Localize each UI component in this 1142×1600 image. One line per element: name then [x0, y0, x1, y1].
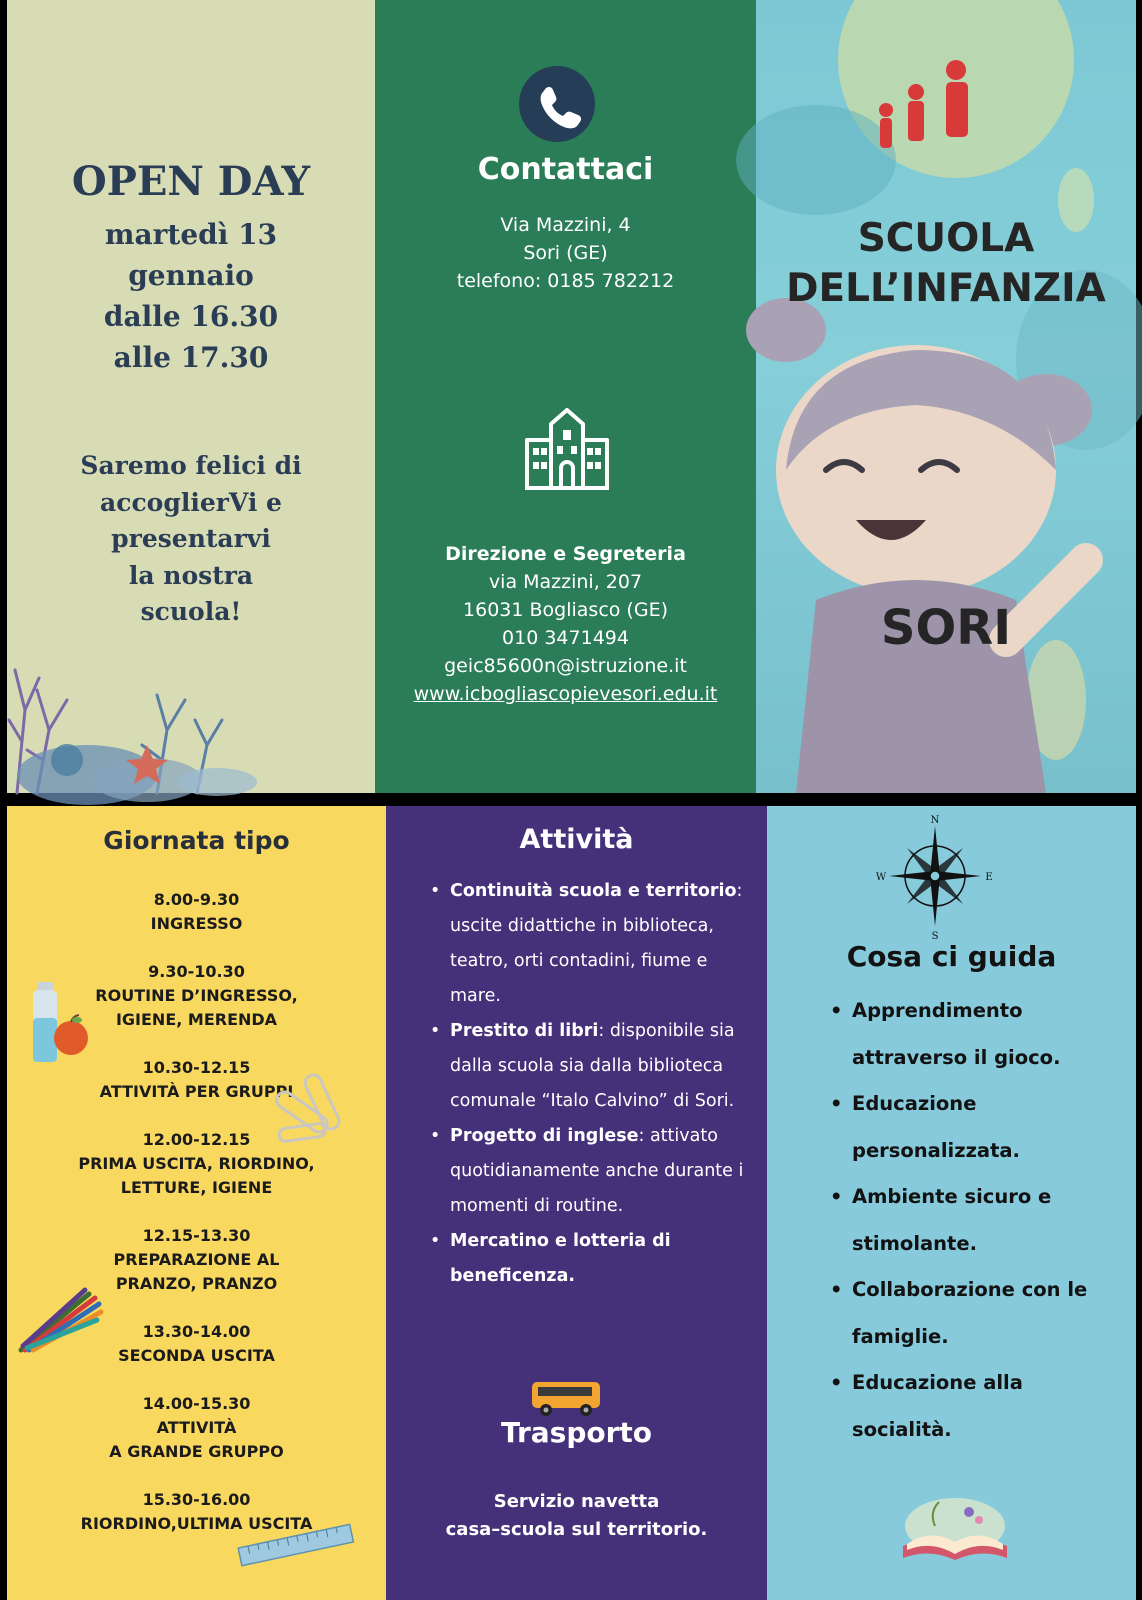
coral-illustration — [7, 560, 257, 793]
phone-icon — [519, 66, 595, 142]
direction-title: Direzione e Segreteria — [445, 543, 686, 565]
schedule-description: ATTIVITÀ PER GRUPPI — [99, 1082, 294, 1101]
compass-west-label: W — [875, 872, 887, 883]
open-day-panel — [7, 0, 375, 793]
phone-number: telefono: 0185 782212 — [456, 270, 675, 292]
transport-line: Servizio navetta — [493, 1491, 660, 1512]
schedule-time: 8.00-9.30 — [153, 890, 240, 909]
open-day-title: OPEN DAY — [71, 158, 311, 205]
address-line: Via Mazzini, 4 — [500, 214, 631, 236]
value-item: • Ambiente sicuro e stimolante. — [852, 1174, 1118, 1267]
date-line: dalle 16.30 — [103, 300, 279, 333]
daily-schedule-panel — [7, 806, 386, 1600]
message-line: la nostra — [128, 560, 254, 590]
transport-line: casa–scuola sul territorio. — [445, 1519, 708, 1540]
compass-north-label: N — [930, 815, 940, 826]
schedule-description: PRIMA USCITA, RIORDINO, LETTURE, IGIENE — [78, 1154, 315, 1197]
contact-address — [375, 211, 756, 295]
schedule-time: 13.30-14.00 — [142, 1322, 251, 1341]
activity-description: : attivato quotidianamente anche durante i momenti di routine. — [450, 1126, 744, 1216]
direction-line: via Mazzini, 207 — [488, 571, 643, 593]
message-line: Saremo felici di — [80, 451, 302, 480]
value-item: • Collaborazione con le famiglie. — [852, 1267, 1118, 1360]
value-item: • Educazione personalizzata. — [852, 1081, 1118, 1174]
activities-list — [450, 874, 747, 1294]
activity-name: Continuità scuola e territorio — [450, 881, 737, 901]
activity-item — [450, 1014, 747, 1119]
date-line: martedì 13 — [104, 218, 278, 251]
cover-illustration — [756, 0, 1136, 793]
schedule-time: 12.15-13.30 — [142, 1226, 251, 1245]
schedule-description: PREPARAZIONE AL PRANZO, PRANZO — [113, 1250, 280, 1293]
activity-item — [450, 1224, 747, 1294]
cover-title — [756, 214, 1136, 314]
activity-name: Mercatino e lotteria di beneficenza. — [450, 1231, 671, 1286]
schedule-time: 12.00-12.15 — [142, 1130, 251, 1149]
schedule-item — [7, 1392, 386, 1464]
address-line: Sori (GE) — [523, 242, 608, 264]
schedule-description: SECONDA USCITA — [118, 1346, 275, 1365]
message-line: scuola! — [140, 597, 242, 626]
school-building-icon — [523, 402, 611, 490]
value-item: • Apprendimento attraverso il gioco. — [852, 988, 1118, 1081]
cover-panel — [756, 0, 1136, 793]
date-line: gennaio — [128, 259, 254, 292]
transport-text — [386, 1488, 767, 1544]
activities-title: Attività — [519, 824, 634, 855]
values-panel — [767, 806, 1136, 1600]
activity-item — [450, 874, 747, 1014]
schedule-description: RIORDINO,ULTIMA USCITA — [80, 1514, 313, 1533]
apple-icon — [51, 1014, 91, 1056]
message-line: presentarvi — [111, 524, 271, 553]
message-line: accoglierVi e — [100, 487, 282, 517]
activity-description: : uscite didattiche in biblioteca, teatro, orti contadini, fiume e mare. — [450, 881, 743, 1006]
colored-pencils-icon — [15, 1286, 105, 1356]
compass-icon — [875, 806, 1025, 942]
schedule-description: ATTIVITÀ A GRANDE GRUPPO — [109, 1418, 284, 1461]
schedule-item — [7, 888, 386, 936]
compass-east-label: E — [985, 872, 993, 883]
cover-town: SORI — [880, 600, 1012, 656]
ruler-icon — [235, 1524, 357, 1568]
activity-name: Progetto di inglese — [450, 1126, 639, 1146]
contact-panel — [375, 0, 756, 793]
activity-name: Prestito di libri — [450, 1021, 599, 1041]
activity-description: : disponibile sia dalla scuola sia dalla biblioteca comunale “Italo Calvino” di Sori. — [450, 1021, 735, 1111]
direction-line: 16031 Bogliasco (GE) — [463, 599, 668, 621]
activity-item — [450, 1119, 747, 1224]
cover-title-line: SCUOLA — [857, 216, 1035, 261]
value-item: • Educazione alla socialità. — [852, 1360, 1118, 1453]
date-line: alle 17.30 — [113, 341, 269, 374]
direction-phone: 010 3471494 — [502, 627, 629, 649]
schedule-time: 10.30-12.15 — [142, 1058, 251, 1077]
schedule-description: ROUTINE D’INGRESSO, IGIENE, MERENDA — [95, 986, 298, 1029]
values-list — [852, 988, 1118, 1453]
bus-icon — [528, 1378, 604, 1418]
schedule-title: Giornata tipo — [103, 826, 290, 855]
contact-title: Contattaci — [477, 152, 654, 187]
values-title: Cosa ci guida — [846, 940, 1057, 973]
cover-title-line: DELL’INFANZIA — [786, 266, 1106, 311]
direction-block — [375, 540, 756, 708]
direction-email[interactable]: geic85600n@istruzione.it — [444, 655, 687, 677]
transport-title: Trasporto — [500, 1416, 653, 1449]
paperclip-icon — [263, 1068, 357, 1162]
schedule-time: 15.30-16.00 — [142, 1490, 251, 1509]
open-book-icon — [895, 1496, 1015, 1566]
schedule-time: 9.30-10.30 — [148, 962, 245, 981]
schedule-time: 14.00-15.30 — [142, 1394, 251, 1413]
compass-south-label: S — [931, 931, 939, 942]
open-day-date — [7, 214, 375, 378]
activities-panel — [386, 806, 767, 1600]
website-link[interactable]: www.icbogliascopievesori.edu.it — [413, 683, 718, 705]
schedule-description: INGRESSO — [150, 914, 243, 933]
